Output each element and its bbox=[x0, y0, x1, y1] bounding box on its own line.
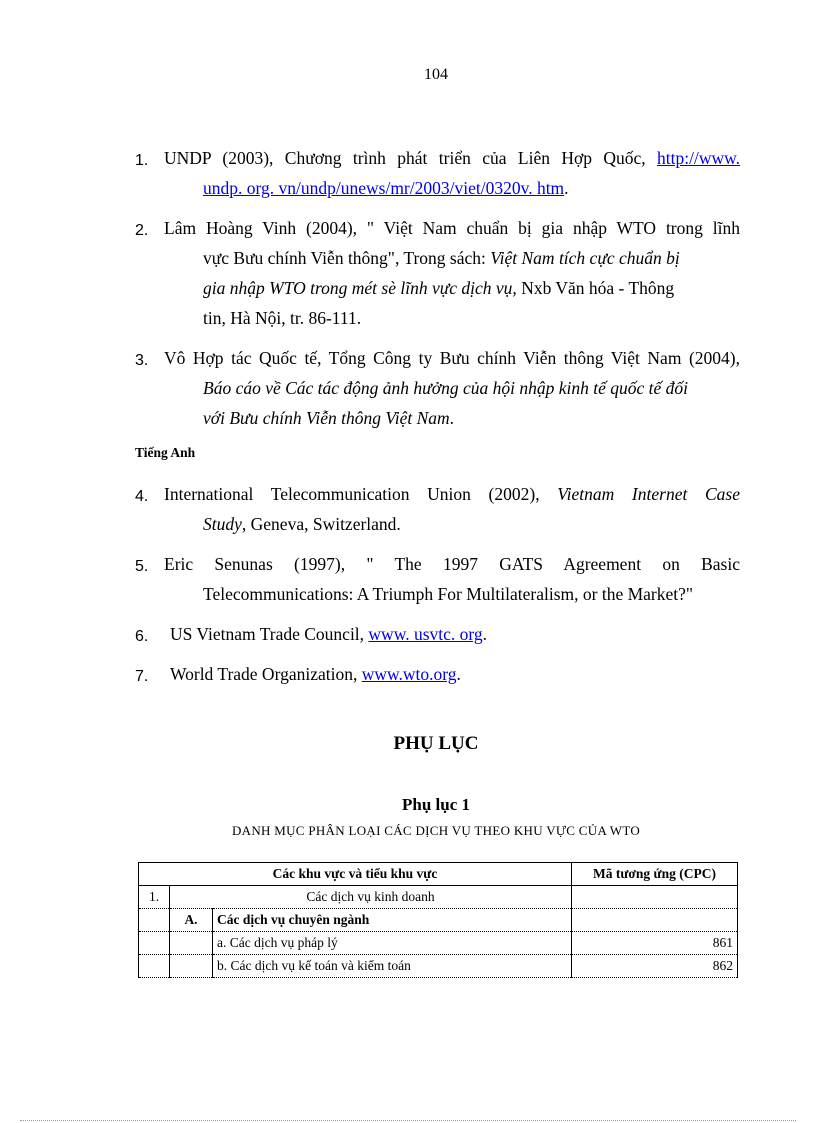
reference-text: , Geneva, Switzerland. bbox=[241, 514, 401, 534]
page-bottom-rule bbox=[20, 1120, 796, 1121]
reference-text: World Trade Organization, bbox=[170, 664, 362, 684]
reference-link[interactable]: www.wto.org bbox=[361, 664, 457, 684]
reference-continuation-line bbox=[164, 173, 740, 203]
reference-continuation-line bbox=[164, 373, 740, 403]
reference-text: Vietnam Internet Case bbox=[557, 484, 740, 504]
reference-first-line bbox=[164, 549, 740, 579]
reference-text: Telecommunications: A Triumph For Multilateralism, or the Market?" bbox=[203, 584, 694, 604]
reference-text: Nxb Văn hóa - Thông bbox=[516, 278, 675, 298]
appendix-title: PHỤ LỤC bbox=[393, 733, 479, 754]
reference-text: Lâm Hoàng Vinh (2004), " Việt Nam chuẩn bị gia nhập WTO trong lĩnh bbox=[164, 218, 740, 238]
service-label: b. Các dịch vụ kế toán và kiểm toán bbox=[213, 955, 572, 978]
reference-item bbox=[135, 213, 740, 333]
reference-text: Việt Nam tích cực chuẩn bị bbox=[490, 248, 680, 268]
reference-text: . bbox=[564, 178, 569, 198]
reference-number: 7. bbox=[135, 668, 149, 685]
reference-continuation-line bbox=[164, 303, 740, 333]
reference-first-line bbox=[164, 343, 740, 373]
table-row-sector bbox=[139, 886, 738, 909]
reference-link[interactable]: undp. org. vn/undp/unews/mr/2003/viet/0320v. htm bbox=[203, 178, 565, 198]
reference-continuation-line bbox=[164, 509, 740, 539]
reference-text: với Bưu chính Viễn thông Việt Nam bbox=[203, 408, 450, 428]
reference-text: Eric Senunas (1997), " The 1997 GATS Agreement on Basic bbox=[164, 554, 740, 574]
header-sectors: Các khu vực và tiểu khu vực bbox=[139, 863, 572, 886]
page-number: 104 bbox=[424, 66, 448, 83]
empty-cell bbox=[139, 909, 170, 932]
reference-item bbox=[135, 659, 740, 689]
table-header-row bbox=[139, 863, 738, 886]
subsector-label: Các dịch vụ chuyên ngành bbox=[213, 909, 572, 932]
reference-text: US Vietnam Trade Council, bbox=[170, 624, 369, 644]
appendix-subtitle: Phụ lục 1 bbox=[401, 795, 471, 814]
reference-text: Vô Hợp tác Quốc tế, Tổng Công ty Bưu chính Viễn thông Việt Nam (2004), bbox=[164, 348, 740, 368]
reference-number: 3. bbox=[135, 352, 149, 369]
reference-continuation-line bbox=[164, 243, 740, 273]
reference-text: Study bbox=[203, 514, 242, 534]
appendix-caption: DANH MỤC PHÂN LOẠI CÁC DỊCH VỤ THEO KHU VỰC CỦA WTO bbox=[231, 823, 641, 838]
reference-item bbox=[135, 479, 740, 539]
reference-list bbox=[135, 143, 740, 699]
sector-number: 1. bbox=[139, 886, 170, 909]
reference-text: Báo cáo về Các tác động ảnh hưởng của hội nhập kinh tế quốc tế đối bbox=[203, 378, 688, 398]
service-code: 862 bbox=[572, 955, 738, 978]
reference-text: International Telecommunication Union (2002), bbox=[164, 484, 558, 504]
reference-item bbox=[135, 549, 740, 609]
service-label: a. Các dịch vụ pháp lý bbox=[213, 932, 572, 955]
service-code: 861 bbox=[572, 932, 738, 955]
empty-cell bbox=[170, 955, 213, 978]
section-heading-english: Tiếng Anh bbox=[135, 445, 196, 460]
reference-text: tin, Hà Nội, tr. 86-111. bbox=[203, 308, 362, 328]
sector-code bbox=[572, 886, 738, 909]
subsector-code bbox=[572, 909, 738, 932]
reference-number: 2. bbox=[135, 222, 149, 239]
reference-number: 5. bbox=[135, 558, 149, 575]
reference-link[interactable]: www. usvtc. org bbox=[368, 624, 483, 644]
reference-continuation-line bbox=[164, 403, 740, 433]
reference-text: gia nhập WTO trong mét sè lĩnh vực dịch vụ, bbox=[203, 278, 517, 298]
reference-item bbox=[135, 619, 740, 649]
reference-first-line bbox=[164, 213, 740, 243]
reference-number: 4. bbox=[135, 488, 149, 505]
sector-label: Các dịch vụ kinh doanh bbox=[170, 886, 572, 909]
reference-first-line bbox=[164, 619, 740, 649]
reference-first-line bbox=[164, 659, 740, 689]
table-row bbox=[139, 932, 738, 955]
reference-number: 6. bbox=[135, 628, 149, 645]
empty-cell bbox=[139, 932, 170, 955]
empty-cell bbox=[139, 955, 170, 978]
reference-text: . bbox=[449, 408, 455, 428]
subsector-letter: A. bbox=[170, 909, 213, 932]
reference-item bbox=[135, 343, 740, 433]
reference-continuation-line bbox=[164, 273, 740, 303]
table-row-subsector bbox=[139, 909, 738, 932]
reference-text: . bbox=[456, 664, 461, 684]
table-row bbox=[139, 955, 738, 978]
wto-services-table bbox=[138, 862, 738, 978]
reference-first-line bbox=[164, 143, 740, 173]
reference-text: UNDP (2003), Chương trình phát triển của Liên Hợp Quốc, bbox=[164, 148, 658, 168]
reference-text: vực Bưu chính Viễn thông", Trong sách: bbox=[203, 248, 491, 268]
header-cpc: Mã tương ứng (CPC) bbox=[572, 863, 738, 886]
empty-cell bbox=[170, 932, 213, 955]
reference-text: . bbox=[482, 624, 488, 644]
reference-number: 1. bbox=[135, 152, 149, 169]
reference-continuation-line bbox=[164, 579, 740, 609]
reference-first-line bbox=[164, 479, 740, 509]
reference-link[interactable]: http://www. bbox=[657, 148, 740, 168]
reference-item bbox=[135, 143, 740, 203]
